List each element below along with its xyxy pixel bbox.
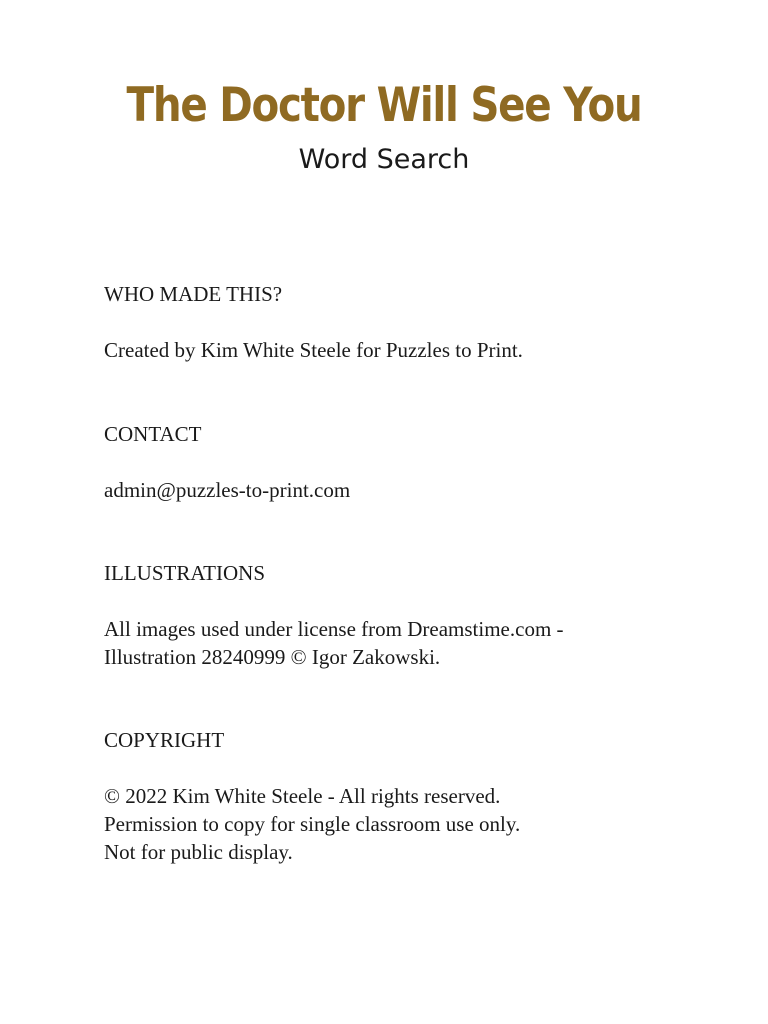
section-heading-illustrations: ILLUSTRATIONS: [104, 561, 265, 585]
section-heading-who-made-this: WHO MADE THIS?: [104, 282, 283, 306]
section-body-illustrations: [104, 615, 724, 671]
section-body-who-made-this: [104, 336, 724, 364]
section-contact: [104, 420, 724, 504]
contact-email: admin@puzzles-to-print.com: [104, 478, 351, 502]
section-copyright: [104, 726, 724, 866]
copyright-line: © 2022 Kim White Steele - All rights reserved.: [104, 784, 501, 808]
page-title: The Doctor Will See You: [126, 78, 642, 133]
section-who-made-this: [104, 280, 724, 364]
section-illustrations: [104, 559, 724, 671]
illustrations-line: Illustration 28240999 © Igor Zakowski.: [104, 645, 441, 669]
section-body-copyright: [104, 782, 724, 866]
copyright-line: Not for public display.: [104, 840, 293, 864]
section-body-contact: [104, 476, 724, 504]
illustrations-line: All images used under license from Dreamstime.com -: [104, 617, 564, 641]
who-line: Created by Kim White Steele for Puzzles to Print.: [104, 338, 523, 362]
page-subtitle: Word Search: [298, 144, 470, 175]
section-heading-contact: CONTACT: [104, 422, 202, 446]
credits-content: [104, 280, 724, 921]
copyright-line: Permission to copy for single classroom use only.: [104, 812, 521, 836]
section-heading-copyright: COPYRIGHT: [104, 728, 225, 752]
